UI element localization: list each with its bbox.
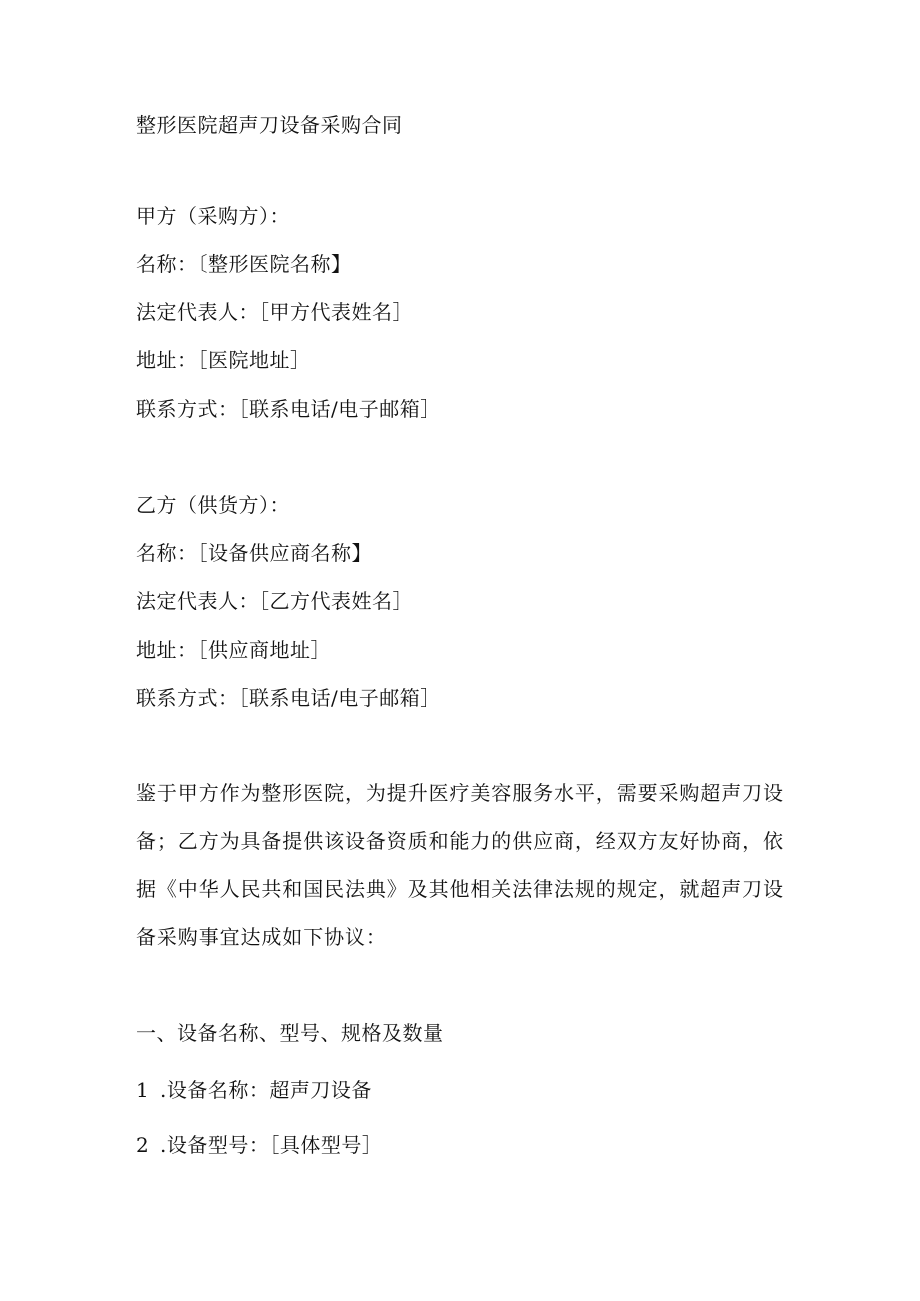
party-a-legal-rep: 法定代表人：［甲方代表姓名］ [136, 300, 413, 324]
preamble-line: 鉴于甲方作为整形医院，为提升医疗美容服务水平，需要采购超声刀设 [136, 781, 784, 805]
party-b-heading: 乙方（供货方）： [136, 493, 290, 517]
party-b-contact: 联系方式：［联系电话/电子邮箱］ [136, 686, 441, 710]
section-1-item [136, 1076, 372, 1104]
document-title: 整形医院超声刀设备采购合同 [136, 113, 403, 137]
preamble-line: 据《中华人民共和国民法典》及其他相关法律法规的规定，就超声刀设 [136, 877, 784, 901]
item-number: 2 [136, 1133, 150, 1157]
party-b-address: 地址：［供应商地址］ [136, 638, 331, 662]
section-1-item [136, 1131, 382, 1159]
preamble-line: 备采购事宜达成如下协议： [136, 925, 387, 949]
party-b-legal-rep: 法定代表人：［乙方代表姓名］ [136, 589, 413, 613]
party-b-name: 名称：［设备供应商名称】 [136, 541, 372, 565]
party-a-name: 名称：〔整形医院名称】 [136, 252, 352, 276]
party-a-contact: 联系方式：［联系电话/电子邮箱］ [136, 397, 441, 421]
item-number: 1 [136, 1078, 150, 1102]
party-a-heading: 甲方（采购方）： [136, 204, 290, 228]
preamble-paragraph [136, 779, 784, 971]
item-text: .设备型号：［具体型号］ [160, 1133, 383, 1157]
party-a-address: 地址：［医院地址］ [136, 348, 311, 372]
item-text: .设备名称：超声刀设备 [160, 1078, 372, 1102]
section-1-heading: 一、设备名称、型号、规格及数量 [136, 1021, 444, 1045]
preamble-line: 备；乙方为具备提供该设备资质和能力的供应商，经双方友好协商，依 [136, 829, 784, 853]
